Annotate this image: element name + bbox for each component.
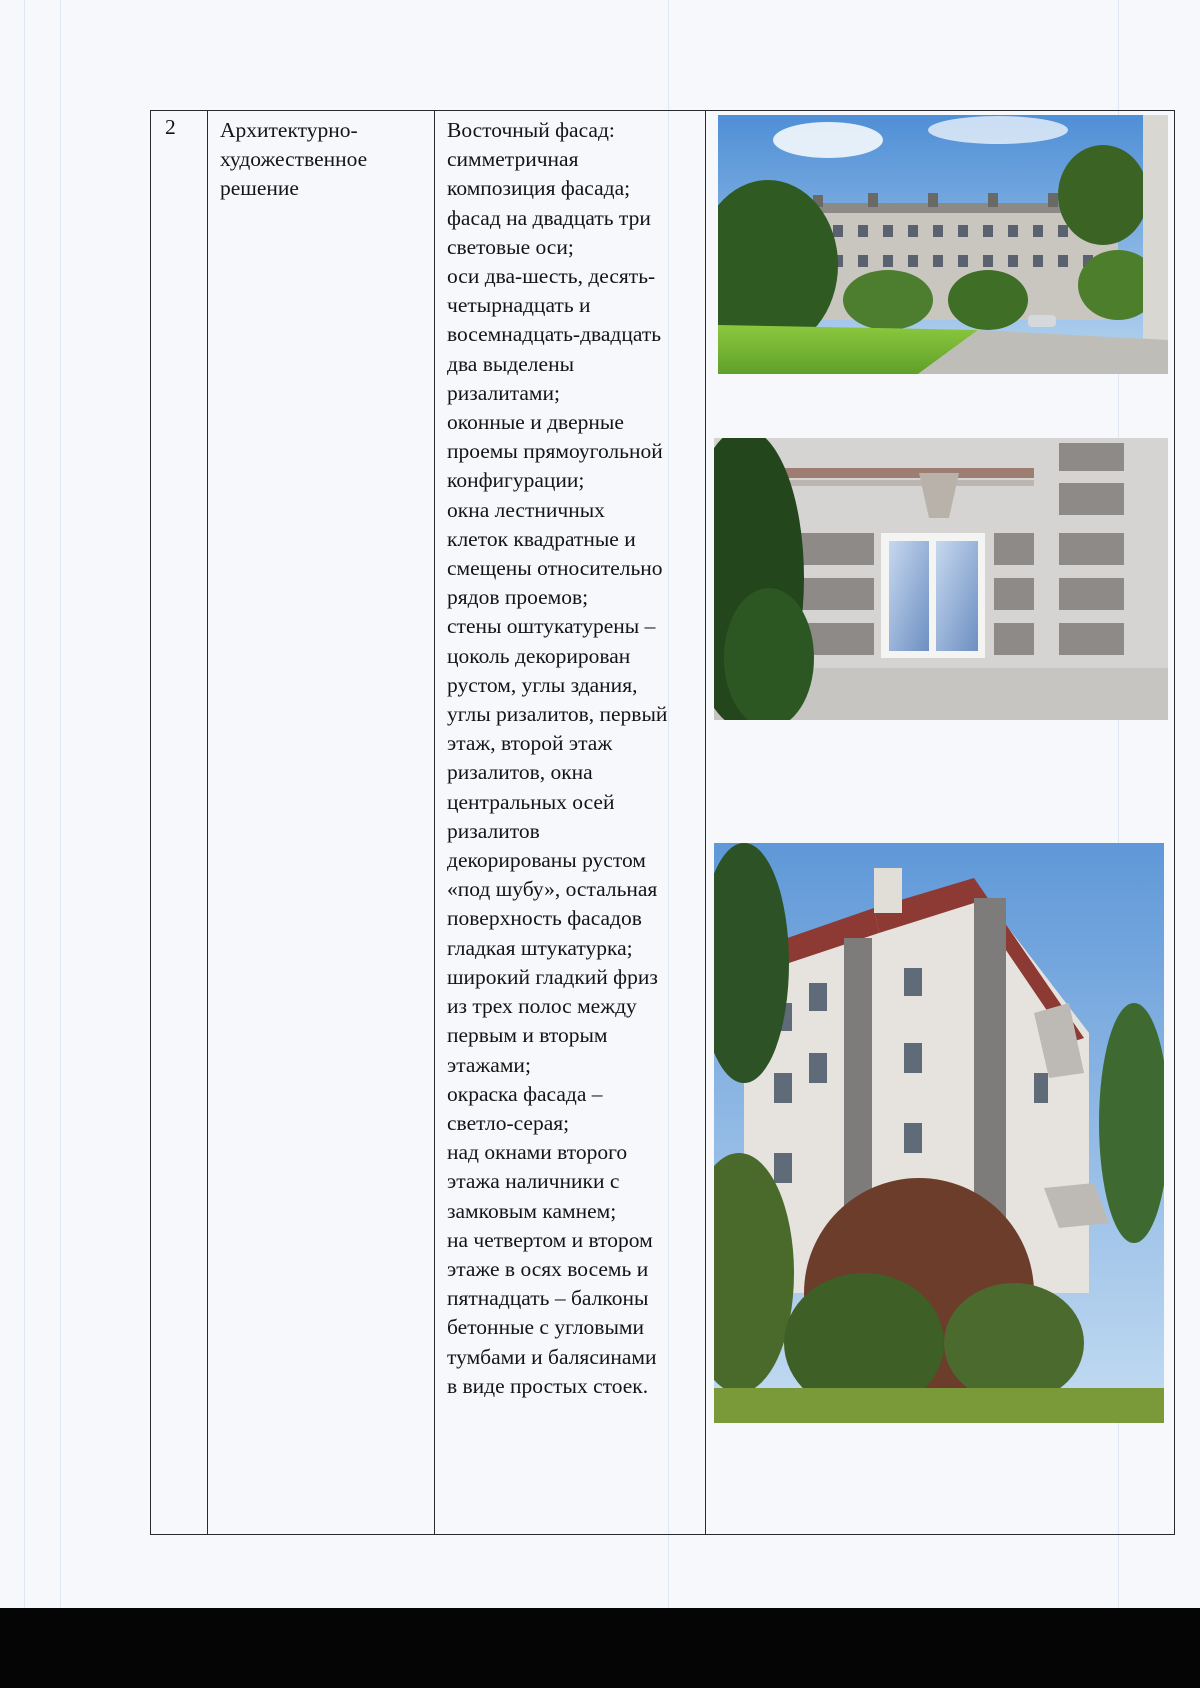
description-line: Восточный фасад: xyxy=(447,118,615,142)
description-text xyxy=(435,111,705,1401)
description-line: восемнадцать-двадцать xyxy=(447,322,662,347)
description-line: этаже в осях восемь и xyxy=(447,1256,649,1281)
description-line: замковым камнем; xyxy=(447,1198,617,1223)
description-line: первым и вторым xyxy=(447,1023,608,1048)
description-line: этажами; xyxy=(447,1052,531,1077)
window-detail-photo xyxy=(714,438,1168,720)
description-line: конфигурации; xyxy=(447,468,585,493)
description-line: поверхность фасадов xyxy=(447,906,642,931)
description-line: четырнадцать и xyxy=(447,293,591,318)
facade-overview-photo xyxy=(718,115,1168,374)
table-row xyxy=(151,111,1175,1535)
row-number-cell xyxy=(151,111,208,1535)
category-text xyxy=(208,111,434,204)
description-line: смещены относительно xyxy=(447,556,663,581)
category-cell xyxy=(208,111,435,1535)
description-line: центральных осей xyxy=(447,789,615,814)
description-line: оконные и дверные xyxy=(447,410,624,435)
description-line: композиция фасада; xyxy=(447,176,631,201)
description-line: световые оси; xyxy=(447,234,574,259)
description-cell xyxy=(435,111,706,1535)
monument-description-table xyxy=(150,110,1175,1535)
description-line: рустом, углы здания, xyxy=(447,672,638,697)
description-line: этаж, второй этаж xyxy=(447,731,613,756)
description-line: углы ризалитов, первый xyxy=(447,702,668,727)
description-line: фасад на двадцать три xyxy=(447,205,651,230)
description-line: окна лестничных xyxy=(447,497,605,522)
category-line: художественное xyxy=(220,147,368,172)
description-line: декорированы рустом xyxy=(447,848,646,873)
description-line: широкий гладкий фриз xyxy=(447,964,658,989)
description-line: пятнадцать – балконы xyxy=(447,1286,649,1311)
description-line: два выделены xyxy=(447,351,575,376)
description-line: ризалитов, окна xyxy=(447,760,593,785)
description-line: из трех полос между xyxy=(447,994,637,1019)
description-line: светло-серая; xyxy=(447,1110,570,1135)
description-line: над окнами второго xyxy=(447,1140,628,1165)
description-line: ризалитами; xyxy=(447,380,561,405)
description-line: гладкая штукатурка; xyxy=(447,935,633,960)
description-line: окраска фасада – xyxy=(447,1081,603,1106)
description-line: рядов проемов; xyxy=(447,585,589,610)
photos-cell xyxy=(706,111,1175,1535)
row-number: 2 xyxy=(165,115,176,139)
description-line: «под шубу», остальная xyxy=(447,877,658,902)
description-line: стены оштукатурены – xyxy=(447,614,656,639)
corner-view-photo xyxy=(714,843,1164,1423)
description-line: оси два-шесть, десять- xyxy=(447,264,656,289)
description-line: на четвертом и втором xyxy=(447,1227,653,1252)
description-line: бетонные с угловыми xyxy=(447,1315,645,1340)
description-line: симметричная xyxy=(447,147,579,172)
description-line: в виде простых стоек. xyxy=(447,1373,649,1398)
description-line: ризалитов xyxy=(447,818,540,843)
category-line: Архитектурно- xyxy=(220,118,358,142)
description-line: клеток квадратные и xyxy=(447,526,636,551)
description-line: тумбами и балясинами xyxy=(447,1344,657,1369)
description-line: проемы прямоугольной xyxy=(447,439,663,464)
category-line: решение xyxy=(220,176,299,201)
description-line: этажа наличники с xyxy=(447,1169,620,1194)
scan-bottom-bar xyxy=(0,1608,1200,1688)
description-line: цоколь декорирован xyxy=(447,643,631,668)
